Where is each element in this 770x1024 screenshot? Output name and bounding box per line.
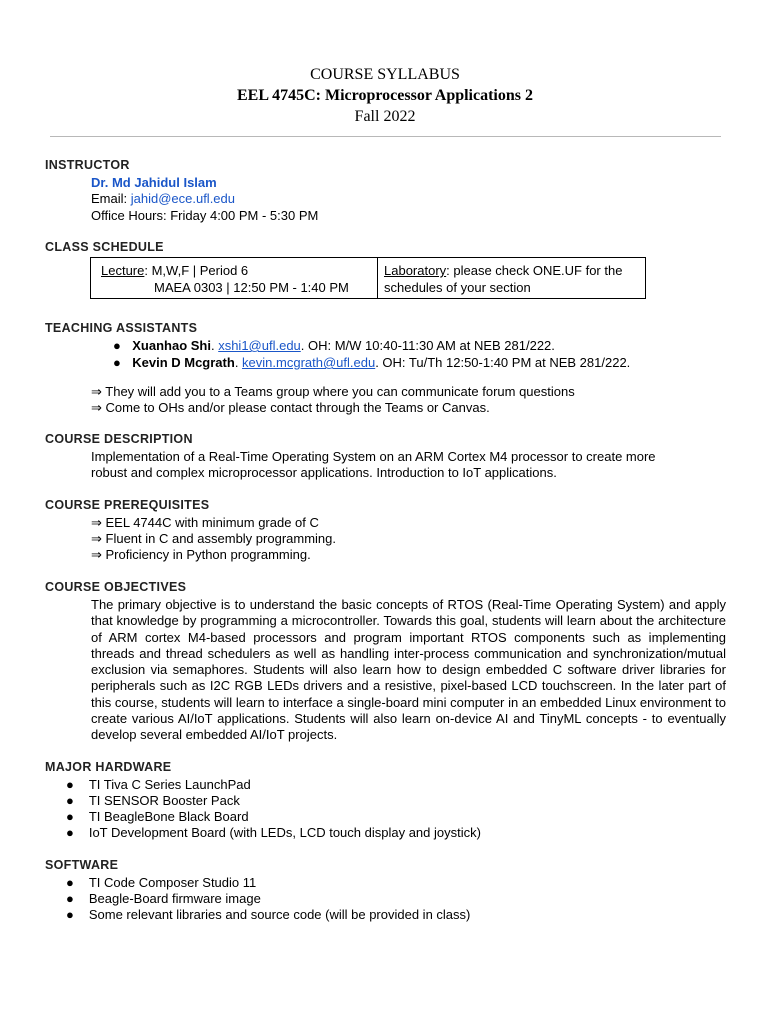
bullet: ● [66, 777, 74, 792]
office-hours: Office Hours: Friday 4:00 PM - 5:30 PM [91, 208, 319, 223]
document-title-block [0, 64, 770, 127]
bullet: ● [66, 907, 74, 922]
email-label: Email: [91, 191, 131, 206]
objectives-paragraph: The primary objective is to understand the basic concepts of RTOS (Real-Time Operating System) and apply that knowledge by programming a microcontroller. Towards this goal, students will learn about the architecture of ARM cortex M4-based processors and program important RTOS components such as implementing threads and thread schedulers as well as handling inter-process communication and synchronization/mutual exclusion via semaphores. Students will also learn how to design embedded C software driver libraries for peripherals such as I2C RGB LEDs drivers and a resistive, pixel-based LCD touchscreen. In the later part of this course, students will learn to interface a single-board mini computer in an embedded Linux environment to create various AI/IoT applications. Students will also learn on-device AI and TinyML concepts - to eventually develop several embedded AI/IoT projects. [91, 597, 726, 743]
bullet: ● [113, 338, 121, 353]
bullet: ● [66, 891, 74, 906]
ta-item [113, 355, 630, 372]
ta-office-hours: . OH: Tu/Th 12:50-1:40 PM at NEB 281/222. [375, 355, 631, 370]
ta-note: ⇒ Come to OHs and/or please contact through the Teams or Canvas. [91, 400, 490, 415]
software-item-label: TI Code Composer Studio 11 [88, 875, 257, 890]
lab-line1: : please check ONE.UF for the [446, 263, 623, 278]
lecture-days: : M,W,F | Period 6 [144, 263, 249, 278]
instructor-heading: INSTRUCTOR [45, 158, 130, 172]
instructor-email-link[interactable]: jahid@ece.ufl.edu [130, 191, 236, 206]
software-item-label: Some relevant libraries and source code (will be provided in class) [88, 907, 471, 922]
course-term: Fall 2022 [354, 108, 416, 125]
ta-email-link[interactable]: xshi1@ufl.edu [218, 338, 301, 353]
lab-line2: schedules of your section [384, 280, 531, 295]
schedule-table [90, 257, 646, 299]
page-title: COURSE SYLLABUS [310, 66, 460, 83]
bullet: ● [113, 355, 121, 370]
objectives-heading: COURSE OBJECTIVES [45, 580, 187, 594]
prerequisite-item: ⇒ Fluent in C and assembly programming. [91, 531, 336, 546]
hardware-heading: MAJOR HARDWARE [45, 760, 172, 774]
software-heading: SOFTWARE [45, 858, 119, 872]
hardware-item [66, 777, 251, 794]
lab-label: Laboratory [384, 263, 447, 278]
prerequisite-item: ⇒ Proficiency in Python programming. [91, 547, 311, 562]
ta-name: Kevin D Mcgrath [132, 355, 235, 370]
hardware-item [66, 825, 481, 842]
hardware-item-label: TI SENSOR Booster Pack [88, 793, 240, 808]
bullet: ● [66, 809, 74, 824]
bullet: ● [66, 793, 74, 808]
software-item [66, 875, 256, 892]
separator: . [210, 338, 219, 353]
hardware-item-label: TI Tiva C Series LaunchPad [88, 777, 251, 792]
ta-note: ⇒ They will add you to a Teams group where you can communicate forum questions [91, 384, 575, 399]
hardware-item [66, 793, 240, 810]
instructor-email-line [91, 191, 235, 208]
lecture-cell [91, 258, 378, 299]
description-line: Implementation of a Real-Time Operating System on an ARM Cortex M4 processor to create more [91, 449, 656, 464]
prerequisite-item: ⇒ EEL 4744C with minimum grade of C [91, 515, 319, 530]
software-item-label: Beagle-Board firmware image [88, 891, 261, 906]
title-divider [50, 136, 721, 137]
laboratory-cell [378, 258, 646, 299]
course-title: EEL 4745C: Microprocessor Applications 2 [236, 87, 533, 104]
bullet: ● [66, 875, 74, 890]
ta-office-hours: . OH: M/W 10:40-11:30 AM at NEB 281/222. [300, 338, 555, 353]
hardware-item-label: TI BeagleBone Black Board [88, 809, 249, 824]
lecture-label: Lecture [101, 263, 145, 278]
bullet: ● [66, 825, 74, 840]
software-item [66, 907, 470, 924]
hardware-item-label: IoT Development Board (with LEDs, LCD touch display and joystick) [88, 825, 481, 840]
ta-heading: TEACHING ASSISTANTS [45, 321, 198, 335]
lecture-room-time: MAEA 0303 | 12:50 PM - 1:40 PM [154, 280, 349, 295]
hardware-item [66, 809, 249, 826]
instructor-name: Dr. Md Jahidul Islam [91, 175, 217, 190]
software-item [66, 891, 261, 908]
description-heading: COURSE DESCRIPTION [45, 432, 193, 446]
ta-item [113, 338, 555, 355]
ta-name: Xuanhao Shi [132, 338, 211, 353]
description-line: robust and complex microprocessor applications. Introduction to IoT applications. [91, 465, 557, 480]
schedule-heading: CLASS SCHEDULE [45, 240, 164, 254]
prerequisites-heading: COURSE PREREQUISITES [45, 498, 210, 512]
separator: . [234, 355, 243, 370]
ta-email-link[interactable]: kevin.mcgrath@ufl.edu [242, 355, 376, 370]
